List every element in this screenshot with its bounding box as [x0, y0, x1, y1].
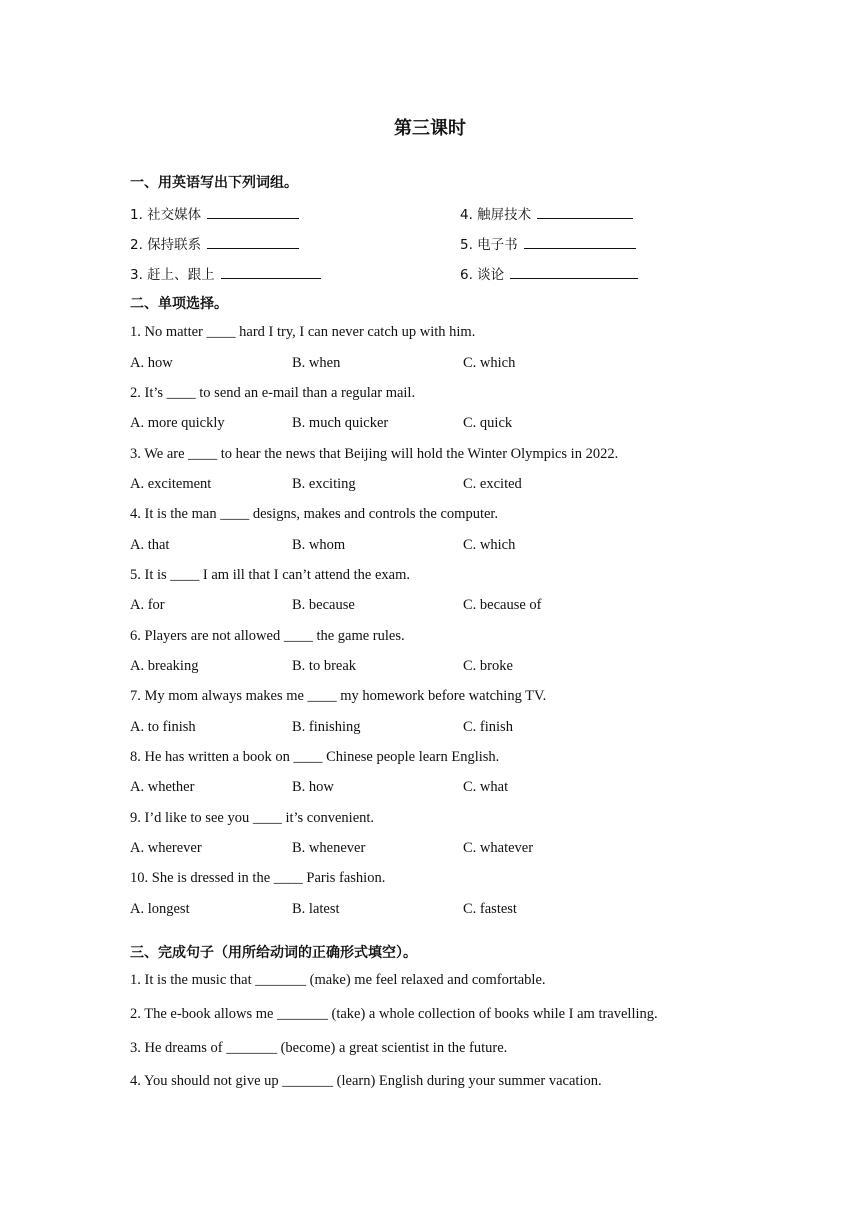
phrase-item-4: [460, 203, 633, 223]
mc-option-a: A. breaking: [130, 658, 199, 674]
phrase-label: 3. 赶上、跟上: [130, 267, 215, 283]
phrase-item-2: [130, 233, 299, 253]
mc-option-a: A. how: [130, 355, 173, 371]
mc-question-7: 7. My mom always makes me ____ my homework before watching TV.: [130, 688, 547, 704]
mc-question-6: 6. Players are not allowed ____ the game rules.: [130, 628, 405, 644]
mc-question-8: 8. He has written a book on ____ Chinese people learn English.: [130, 749, 500, 765]
mc-option-a: A. longest: [130, 901, 190, 917]
fill-sentence-2: 2. The e-book allows me _______ (take) a whole collection of books while I am travelling.: [130, 1006, 658, 1022]
phrase-item-3: [130, 263, 321, 283]
mc-question-3: 3. We are ____ to hear the news that Beijing will hold the Winter Olympics in 2022.: [130, 446, 619, 462]
mc-question-2: 2. It’s ____ to send an e-mail than a regular mail.: [130, 385, 416, 401]
mc-question-4: 4. It is the man ____ designs, makes and controls the computer.: [130, 506, 499, 522]
answer-blank: [537, 206, 633, 219]
mc-option-b: B. exciting: [292, 476, 356, 492]
mc-option-b: B. whom: [292, 537, 346, 553]
mc-question-5: 5. It is ____ I am ill that I can’t attend the exam.: [130, 567, 410, 583]
mc-option-a: A. that: [130, 537, 170, 553]
mc-option-a: A. to finish: [130, 719, 196, 735]
answer-blank: [221, 266, 321, 279]
mc-option-b: B. when: [292, 355, 341, 371]
phrase-item-6: [460, 263, 638, 283]
mc-option-b: B. much quicker: [292, 415, 389, 431]
phrase-item-1: [130, 203, 299, 223]
mc-option-c: C. which: [463, 355, 516, 371]
mc-option-c: C. whatever: [463, 840, 534, 856]
answer-blank: [207, 206, 299, 219]
phrase-label: 6. 谈论: [460, 267, 505, 283]
fill-sentence-4: 4. You should not give up _______ (learn) English during your summer vacation.: [130, 1073, 602, 1089]
phrase-label: 5. 电子书: [460, 237, 518, 253]
mc-option-c: C. because of: [463, 597, 542, 613]
answer-blank: [524, 236, 636, 249]
section-heading-3: 三、完成句子（用所给动词的正确形式填空）。: [130, 945, 417, 961]
phrase-item-5: [460, 233, 636, 253]
mc-option-b: B. how: [292, 779, 334, 795]
fill-sentence-3: 3. He dreams of _______ (become) a great scientist in the future.: [130, 1040, 508, 1056]
mc-option-a: A. for: [130, 597, 165, 613]
mc-option-a: A. whether: [130, 779, 195, 795]
mc-option-a: A. excitement: [130, 476, 212, 492]
mc-option-c: C. finish: [463, 719, 513, 735]
mc-option-c: C. quick: [463, 415, 513, 431]
answer-blank: [207, 236, 299, 249]
mc-option-b: B. because: [292, 597, 355, 613]
mc-option-c: C. what: [463, 779, 509, 795]
phrase-label: 2. 保持联系: [130, 237, 202, 253]
answer-blank: [510, 266, 638, 279]
page-title: 第三课时: [394, 118, 466, 139]
phrase-label: 1. 社交媒体: [130, 207, 202, 223]
section-heading-2: 二、单项选择。: [130, 296, 228, 312]
mc-option-b: B. finishing: [292, 719, 361, 735]
phrase-label: 4. 触屏技术: [460, 207, 532, 223]
mc-question-9: 9. I’d like to see you ____ it’s convenient.: [130, 810, 375, 826]
mc-question-10: 10. She is dressed in the ____ Paris fashion.: [130, 870, 386, 886]
mc-option-a: A. more quickly: [130, 415, 225, 431]
mc-option-b: B. latest: [292, 901, 340, 917]
mc-option-c: C. which: [463, 537, 516, 553]
mc-option-c: C. excited: [463, 476, 522, 492]
section-heading-1: 一、用英语写出下列词组。: [130, 175, 298, 191]
mc-question-1: 1. No matter ____ hard I try, I can never catch up with him.: [130, 324, 476, 340]
fill-sentence-1: 1. It is the music that _______ (make) me feel relaxed and comfortable.: [130, 972, 546, 988]
mc-option-b: B. to break: [292, 658, 357, 674]
mc-option-c: C. fastest: [463, 901, 517, 917]
mc-option-b: B. whenever: [292, 840, 366, 856]
mc-option-a: A. wherever: [130, 840, 202, 856]
mc-option-c: C. broke: [463, 658, 513, 674]
